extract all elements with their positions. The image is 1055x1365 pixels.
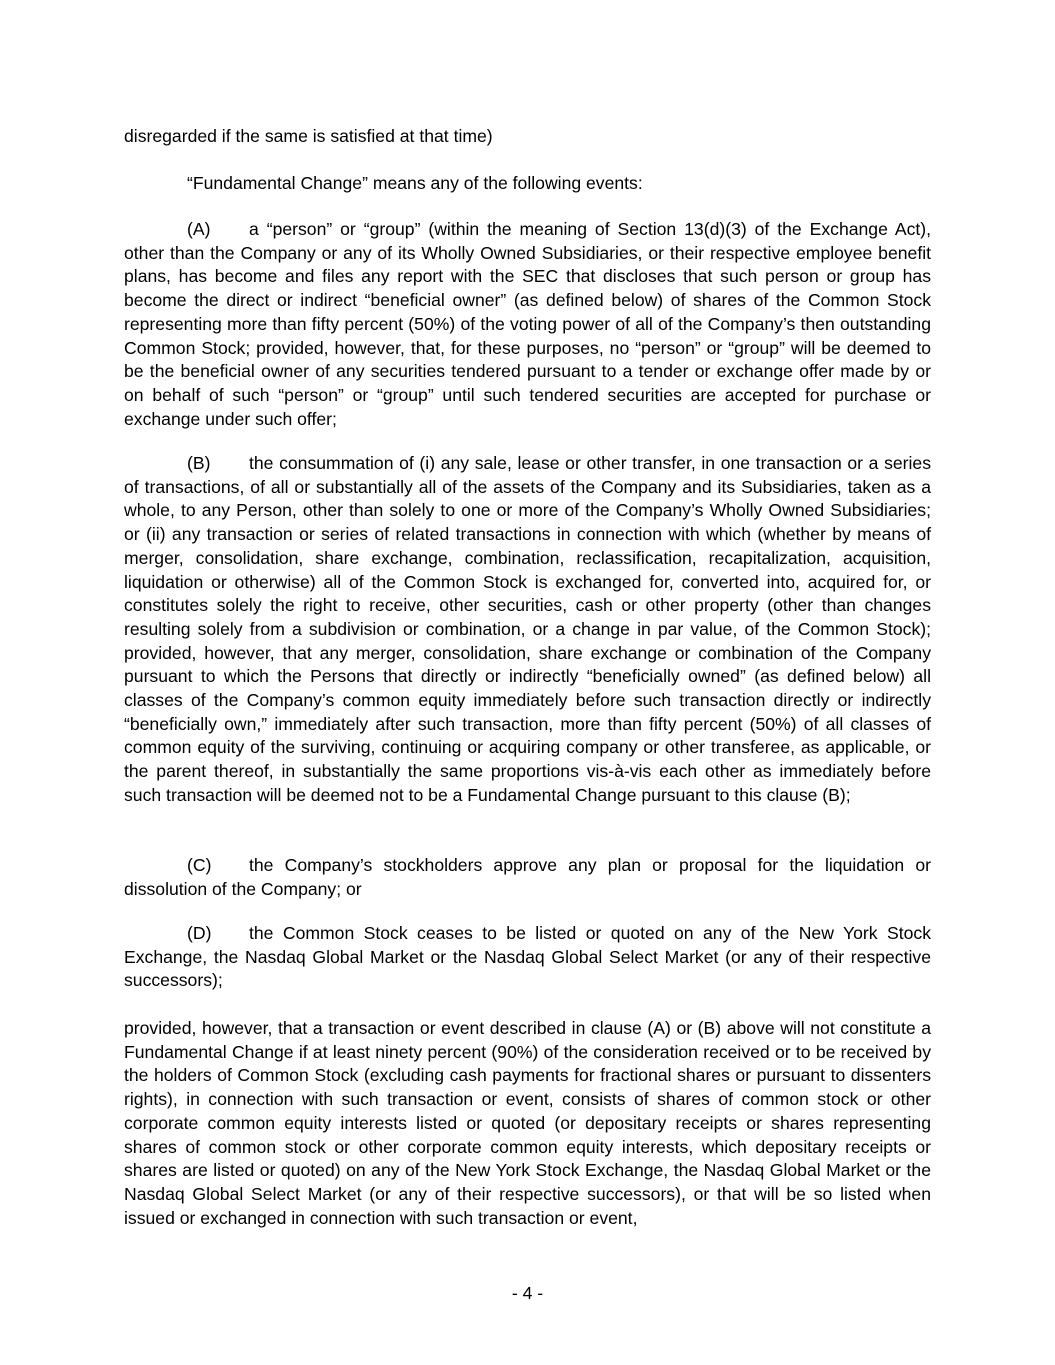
proviso-paragraph: provided, however, that a transaction or event described in clause (A) or (B) above will not constitute a Fundamental Change if at least ninety percent (90%) of the consideration received or to be received by the holders of Common Stock (excluding cash payments for fractional shares or pursuant to dissenters rights), in connection with such transaction or event, consists of shares of common stock or other corporate common equity interests listed or quoted (or depositary receipts or shares representing shares of common stock or other corporate common equity interests, which depositary receipts or shares are listed or quoted) on any of the New York Stock Exchange, the Nasdaq Global Market or the Nasdaq Global Select Market (or any of their respective successors), or that will be so listed when issued or exchanged in connection with such transaction or event, (124, 1018, 931, 1228)
clause-d-text: the Common Stock ceases to be listed or quoted on any of the New York Stock Exchange, the Nasdaq Global Market or the Nasdaq Global Select Market (or any of their respective successors); (124, 923, 931, 991)
clause-c-paragraph (124, 854, 931, 901)
clause-d-paragraph (124, 922, 931, 993)
clause-a-paragraph (124, 218, 931, 431)
clause-b-label: (B) (187, 453, 211, 473)
definition-intro-paragraph: “Fundamental Change” means any of the following events: (187, 173, 643, 193)
clause-c-label: (C) (187, 855, 212, 875)
continuation-paragraph: disregarded if the same is satisfied at that time) (124, 126, 493, 146)
clause-c-text: the Company’s stockholders approve any plan or proposal for the liquidation or dissolution of the Company; or (124, 855, 931, 899)
clause-d-label: (D) (187, 923, 212, 943)
clause-b-text: the consummation of (i) any sale, lease or other transfer, in one transaction or a series of transactions, of all or substantially all of the assets of the Company and its Subsidiaries, taken as a whole, to any Person, other than solely to one or more of the Company’s Wholly Owned Subsidiaries; or (ii) any transaction or series of related transactions in connection with which (whether by means of merger, consolidation, share exchange, combination, reclassification, recapitalization, acquisition, liquidation or otherwise) all of the Common Stock is exchanged for, converted into, acquired for, or constitutes solely the right to receive, other securities, cash or other property (other than changes resulting solely from a subdivision or combination, or a change in par value, of the Common Stock); provided, however, that any merger, consolidation, share exchange or combination of the Company pursuant to which the Persons that directly or indirectly “beneficially owned” (as defined below) all classes of the Company’s common equity immediately before such transaction directly or indirectly “beneficially own,” immediately after such transaction, more than fifty percent (50%) of all classes of common equity of the surviving, continuing or acquiring company or other transferee, as applicable, or the parent thereof, in substantially the same proportions vis-à-vis each other as immediately before such transaction will be deemed not to be a Fundamental Change pursuant to this clause (B); (124, 453, 931, 805)
page-number: - 4 - (511, 1283, 544, 1303)
clause-b-paragraph (124, 452, 931, 808)
clause-a-text: a “person” or “group” (within the meaning of Section 13(d)(3) of the Exchange Act), other than the Company or any of its Wholly Owned Subsidiaries, or their respective employee benefit plans, has become and files any report with the SEC that discloses that such person or group has become the direct or indirect “beneficial owner” (as defined below) of shares of the Common Stock representing more than fifty percent (50%) of the voting power of all of the Company’s then outstanding Common Stock; provided, however, that, for these purposes, no “person” or “group” will be deemed to be the beneficial owner of any securities tendered pursuant to a tender or exchange offer made by or on behalf of such “person” or “group” until such tendered securities are accepted for purchase or exchange under such offer; (124, 219, 931, 429)
clause-a-label: (A) (187, 219, 211, 239)
